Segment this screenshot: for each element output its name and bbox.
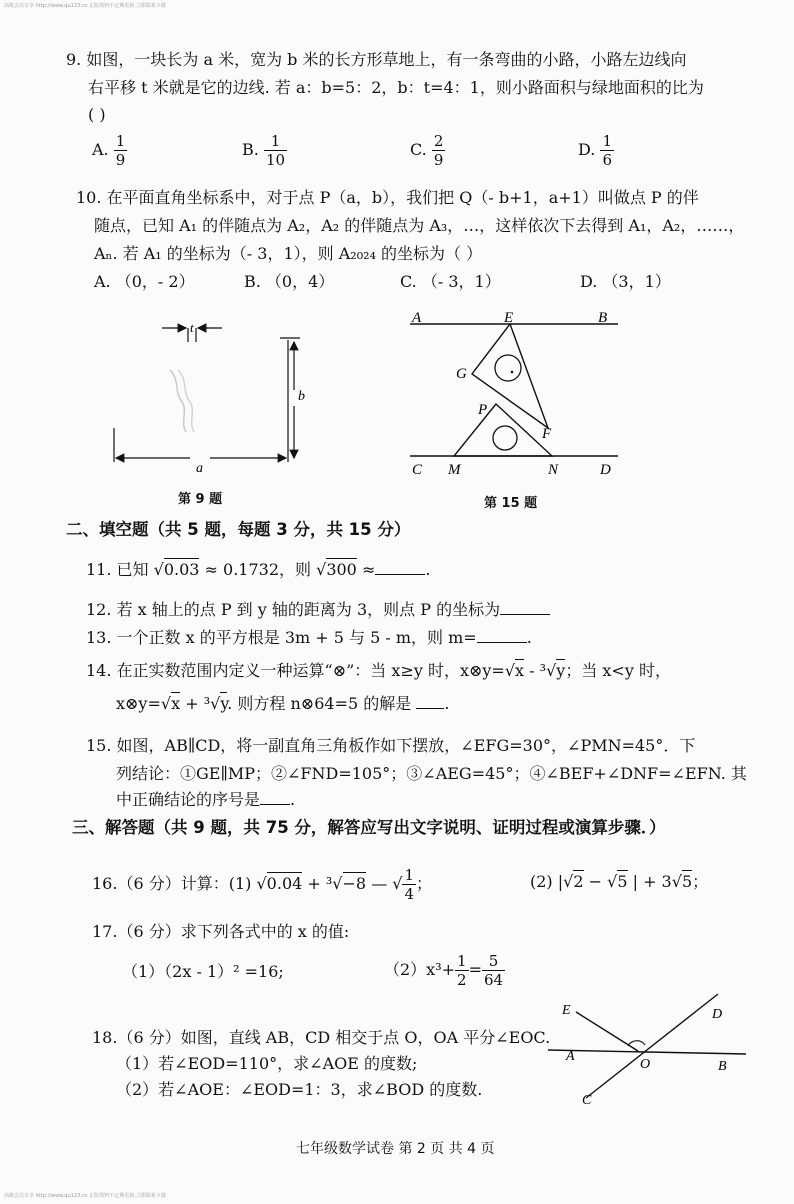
q17-part1: （1）（2x - 1）² =16; xyxy=(122,962,284,981)
fig9-label-a: a xyxy=(196,461,203,476)
q9-line1: 9. 如图，一块长为 a 米，宽为 b 米的长方形草地上，有一条弯曲的小路，小路左边线向 xyxy=(66,50,687,69)
q18-line3: （2）若∠AOE：∠EOD=1：3，求∠BOD 的度数. xyxy=(116,1080,483,1099)
watermark-bottom: 高级会员专享 http://www.qu123.cn 正版资料不定期更新,立即联系下载 xyxy=(4,1193,166,1199)
watermark-top: 高级会员专享 http://www.qu123.cn 正版资料不定期更新,立即联系下载 xyxy=(4,3,166,9)
q17-title: 17.（6 分）求下列各式中的 x 的值: xyxy=(92,922,350,941)
fig15-label-d: D xyxy=(600,462,611,478)
q13-blank xyxy=(477,642,527,643)
fig18-label-e: E xyxy=(562,1003,571,1018)
q10-line3: Aₙ. 若 A₁ 的坐标为（- 3，1），则 A₂₀₂₄ 的坐标为（ ） xyxy=(94,244,483,263)
section2-title: 二、填空题（共 5 题，每题 3 分，共 15 分） xyxy=(66,520,411,539)
figure-15 xyxy=(408,304,626,484)
fig15-label-e: E xyxy=(504,310,514,326)
fig18-label-c: C xyxy=(582,1093,592,1108)
q15-blank xyxy=(260,804,290,805)
fig15-triangle-pmn xyxy=(454,404,552,456)
q12: 12. 若 x 轴上的点 P 到 y 轴的距离为 3，则点 P 的坐标为 xyxy=(86,598,550,622)
q11: 11. 已知 √0.03 ≈ 0.1732，则 √300 ≈ . xyxy=(86,560,431,579)
figure-9 xyxy=(100,310,310,480)
q9-option-a: A. $\frac{1}{9}$ xyxy=(92,132,126,169)
q9-line2: 右平移 t 米就是它的边线. 若 a：b=5：2，b：t=4：1，则小路面积与绿地面积的比为 xyxy=(88,78,704,97)
q15-line1: 15. 如图，AB∥CD，将一副直角三角板作如下摆放，∠EFG=30°，∠PMN=45°．下 xyxy=(86,736,696,755)
fig15-label-b: B xyxy=(598,310,608,326)
q12-blank xyxy=(500,614,550,615)
q10-option-d: D. （3，1） xyxy=(580,272,671,291)
fig9-label-t: t xyxy=(190,320,194,335)
q9-option-d: D. $\frac{1}{6}$ xyxy=(578,132,612,169)
fig15-label-f: F xyxy=(542,426,552,442)
q14-blank xyxy=(416,708,444,709)
q18-line1: 18.（6 分）如图，直线 AB，CD 相交于点 O，OA 平分∠EOC. xyxy=(92,1028,551,1047)
q14-line2: x⊗y=√x + ³√y. 则方程 n⊗64=5 的解是 . xyxy=(116,694,450,713)
fig18-angle-arc xyxy=(628,1041,645,1046)
fig15-label-c: C xyxy=(412,462,423,478)
q10-line2: 随点，已知 A₁ 的伴随点为 A₂，A₂ 的伴随点为 A₃，…，这样依次下去得到 A₁，A₂，……， xyxy=(94,216,745,235)
q9-option-b: B. $\frac{1}{10}$ xyxy=(242,132,286,169)
fig18-label-o: O xyxy=(640,1057,651,1072)
q10-option-a: A. （0，- 2） xyxy=(94,272,195,291)
q9-paren: ( ) xyxy=(88,105,106,124)
q10-option-c: C. （- 3，1） xyxy=(400,272,501,291)
q13: 13. 一个正数 x 的平方根是 3m + 5 与 5 - m，则 m= . xyxy=(86,628,532,647)
fig15-label-p: P xyxy=(478,402,488,418)
figure-18 xyxy=(546,990,750,1110)
q15-line3: 中正确结论的序号是 . xyxy=(116,790,296,809)
fig9-caption: 第 9 题 xyxy=(178,492,223,507)
q15-line2: 列结论：①GE∥MP；②∠FND=105°；③∠AEG=45°；④∠BEF+∠DNF=∠EFN. 其 xyxy=(116,764,747,783)
q16-part1: 16.（6 分）计算：(1) √0.04 + ³√−8 — √ $\frac{1}{4}$ ； xyxy=(92,866,433,903)
q9-option-c: C. $\frac{2}{9}$ xyxy=(410,132,444,169)
q10-line1: 10. 在平面直角坐标系中，对于点 P（a，b），我们把 Q（- b+1，a+1）叫做点 P 的伴 xyxy=(76,188,699,207)
fig15-label-a: A xyxy=(412,310,422,326)
q16-part2: (2) |√2 − √5 | + 3√5； xyxy=(530,872,709,891)
q11-blank xyxy=(375,574,425,575)
q18-line2: （1）若∠EOD=110°，求∠AOE 的度数; xyxy=(116,1054,418,1073)
q10-option-b: B. （0，4） xyxy=(244,272,335,291)
fig15-label-g: G xyxy=(456,366,467,382)
page-footer: 七年级数学试卷 第 2 页 共 4 页 xyxy=(296,1141,495,1157)
fig18-label-d: D xyxy=(712,1007,723,1022)
fig18-label-a: A xyxy=(566,1049,575,1064)
fig18-label-b: B xyxy=(718,1059,727,1074)
fig15-label-n: N xyxy=(548,462,559,478)
fig9-label-b: b xyxy=(298,389,305,404)
q14-line1: 14. 在正实数范围内定义一种运算“⊗”：当 x≥y 时，x⊗y=√x - ³√y；当 x<y 时， xyxy=(86,661,671,680)
fig15-label-m: M xyxy=(448,462,461,478)
section3-title: 三、解答题（共 9 题，共 75 分，解答应写出文字说明、证明过程或演算步骤．） xyxy=(72,818,666,837)
q17-part2: （2）x³+ $\frac{1}{2}$ = $\frac{5}{64}$ xyxy=(384,952,504,989)
fig18-line-cd xyxy=(586,994,718,1098)
fig15-caption: 第 15 题 xyxy=(484,496,538,511)
